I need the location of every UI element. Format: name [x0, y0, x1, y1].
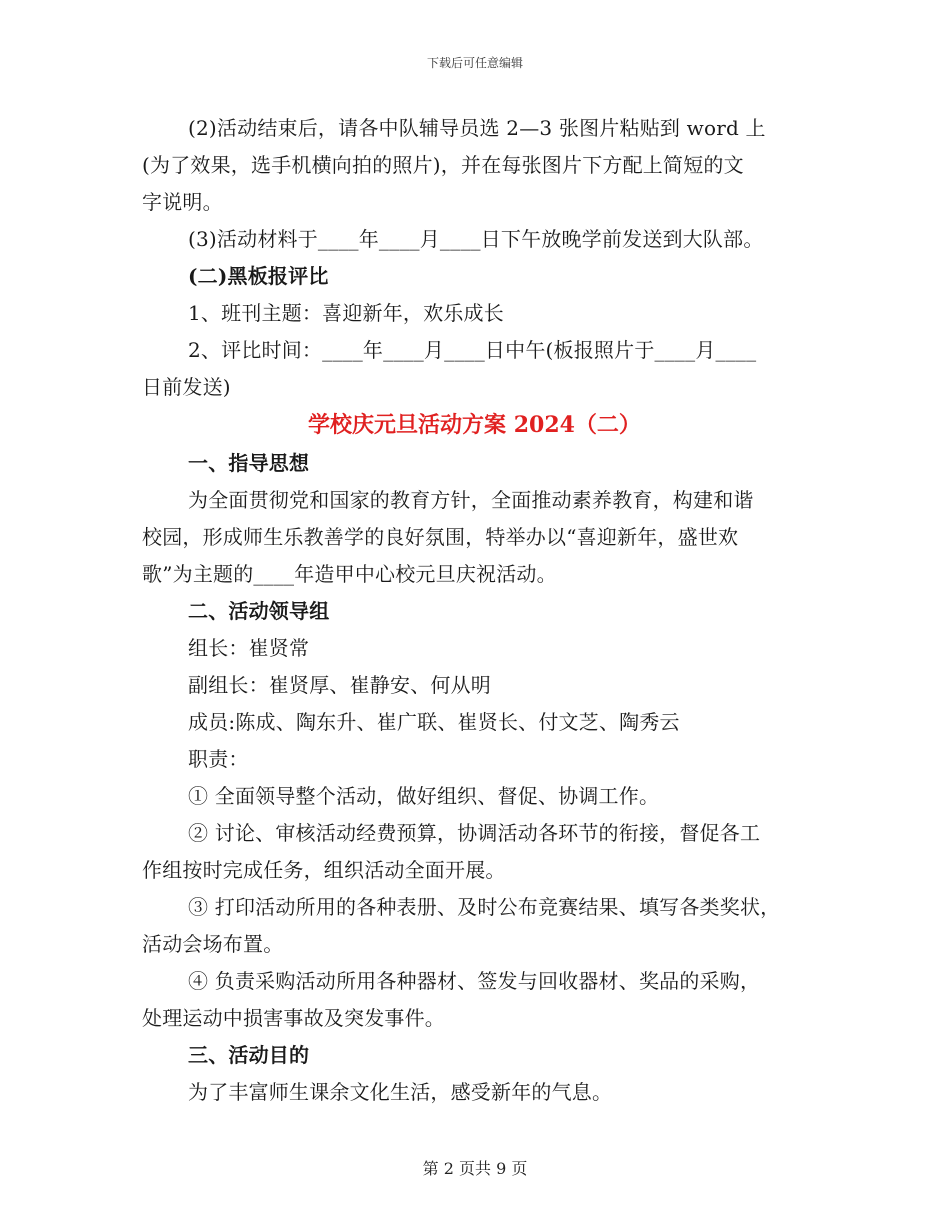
line-18: ① 全面领导整个活动，做好组织、督促、协调工作。: [188, 784, 660, 808]
section-title: 学校庆元旦活动方案 2024（二）: [308, 412, 641, 438]
line-15: 副组长：崔贤厚、崔静安、何从明: [188, 673, 491, 697]
line-5: 1、班刊主题：喜迎新年，欢乐成长: [188, 301, 504, 325]
line-14: 组长：崔贤常: [188, 636, 310, 660]
line-22: 活动会场布置。: [142, 932, 284, 956]
line-11: 校园，形成师生乐教善学的良好氛围，特举办以“喜迎新年，盛世欢: [142, 525, 739, 549]
line-21: ③ 打印活动所用的各种表册、及时公布竞赛结果、填写各类奖状，: [188, 895, 781, 919]
line-24: 处理运动中损害事故及突发事件。: [142, 1006, 445, 1030]
page-header: 下载后可任意编辑: [426, 56, 523, 70]
line-12: 歌”为主题的____年造甲中心校元旦庆祝活动。: [142, 562, 557, 586]
line-3: (3)活动材料于____年____月____日下午放晚学前发送到大队部。: [188, 227, 764, 251]
document-body: [142, 110, 807, 1111]
line-16: 成员:陈成、陶东升、崔广联、崔贤长、付文芝、陶秀云: [188, 710, 680, 734]
line-19: ② 讨论、审核活动经费预算，协调活动各环节的衔接，督促各工: [188, 821, 761, 845]
line-1: (为了效果，选手机横向拍的照片)，并在每张图片下方配上简短的文: [142, 153, 744, 177]
line-26: 为了丰富师生课余文化生活，感受新年的气息。: [188, 1080, 613, 1104]
line-7: 日前发送): [142, 375, 231, 399]
page-footer: 第 2 页共 9 页: [422, 1159, 528, 1178]
line-20: 作组按时完成任务，组织活动全面开展。: [142, 858, 506, 882]
line-25: 三、活动目的: [188, 1043, 310, 1067]
line-10: 为全面贯彻党和国家的教育方针，全面推动素养教育，构建和谐: [188, 488, 754, 512]
line-2: 字说明。: [142, 190, 223, 214]
line-9: 一、指导思想: [188, 451, 310, 475]
line-6: 2、评比时间：____年____月____日中午(板报照片于____月____: [188, 338, 757, 362]
line-17: 职责：: [188, 747, 249, 771]
line-23: ④ 负责采购活动所用各种器材、签发与回收器材、奖品的采购，: [188, 969, 761, 993]
line-0: (2)活动结束后，请各中队辅导员选 2—3 张图片粘贴到 word 上: [188, 116, 766, 140]
line-13: 二、活动领导组: [188, 599, 330, 623]
line-4: (二)黑板报评比: [188, 264, 329, 288]
